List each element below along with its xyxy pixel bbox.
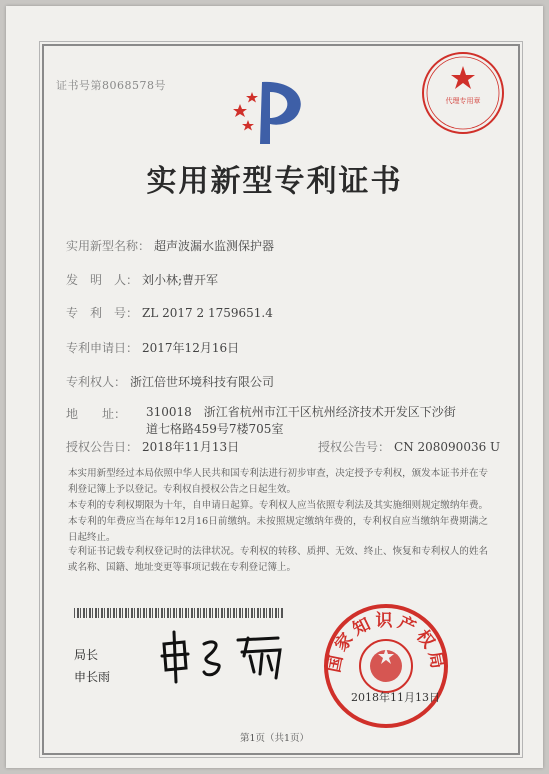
address-label: 地 址： <box>66 407 127 421</box>
patentee-row <box>66 373 274 390</box>
address-value <box>146 404 456 438</box>
inventor-label: 发 明 人： <box>66 273 139 287</box>
grant-number-row <box>318 438 500 455</box>
patentee-value: 浙江倍世环境科技有限公司 <box>130 375 275 389</box>
body-paragraph-1: 本实用新型经过本局依照中华人民共和国专利法进行初步审查，决定授予专利权，颁发本证书并在专利登记簿上予以登记。专利权自授权公告之日起生效。 <box>68 468 488 495</box>
patent-number-label: 专 利 号： <box>66 306 139 320</box>
signatory-name: 申长雨 <box>74 670 111 684</box>
barcode <box>74 608 284 618</box>
grant-number-value: CN 208090036 U <box>394 440 501 454</box>
handwritten-signature <box>156 626 296 686</box>
grant-number-label: 授权公告号： <box>318 440 391 454</box>
inventor-value: 刘小林;曹开军 <box>142 273 219 287</box>
address-line-1: 310018 浙江省杭州市江干区杭州经济技术开发区下沙街 <box>146 405 456 419</box>
signatory-title: 局长 <box>74 648 99 662</box>
patentee-label: 专利权人： <box>66 375 127 389</box>
seal-date: 2018年11月13日 <box>351 691 440 704</box>
utility-model-name-row <box>66 237 274 254</box>
grant-date-value: 2018年11月13日 <box>142 440 240 454</box>
filing-date-row <box>66 339 239 356</box>
grant-date-row <box>66 438 239 455</box>
agency-stamp-inner-text: 代理专用章 <box>445 97 481 105</box>
address-line-2: 道七格路459号7楼705室 <box>146 422 284 436</box>
agency-stamp <box>418 48 508 138</box>
seal-text: 国家知识产权局 <box>324 611 448 675</box>
official-seal <box>322 602 450 730</box>
patent-number-row <box>66 304 273 321</box>
grant-date-label: 授权公告日： <box>66 440 139 454</box>
filing-date-label: 专利申请日： <box>66 341 139 355</box>
body-paragraph-3: 专利证书记载专利权登记时的法律状况。专利权的转移、质押、无效、终止、恢复和专利权人的姓名或名称、国籍、地址变更等事项记载在专利登记簿上。 <box>68 546 488 573</box>
patent-office-logo <box>230 78 316 148</box>
filing-date-value: 2017年12月16日 <box>142 341 240 355</box>
inventor-row <box>66 271 218 288</box>
certificate-number: 证书号第8068578号 <box>56 79 166 92</box>
certificate-sheet <box>6 6 543 768</box>
page-footer: 第1页（共1页） <box>239 733 310 744</box>
patent-number-value: ZL 2017 2 1759651.4 <box>142 306 273 320</box>
utility-model-name: 超声波漏水监测保护器 <box>154 239 275 253</box>
certificate-title: 实用新型专利证书 <box>146 164 403 199</box>
utility-model-name-label: 实用新型名称： <box>66 239 151 253</box>
address-row <box>66 405 126 422</box>
body-paragraph-2: 本专利的专利权期限为十年，自申请日起算。专利权人应当依照专利法及其实施细则规定缴纳年费。本专利的年费应当在每年12月16日前缴纳。未按照规定缴纳年费的，专利权自应当缴纳年费期满之日起终止。 <box>68 500 488 543</box>
